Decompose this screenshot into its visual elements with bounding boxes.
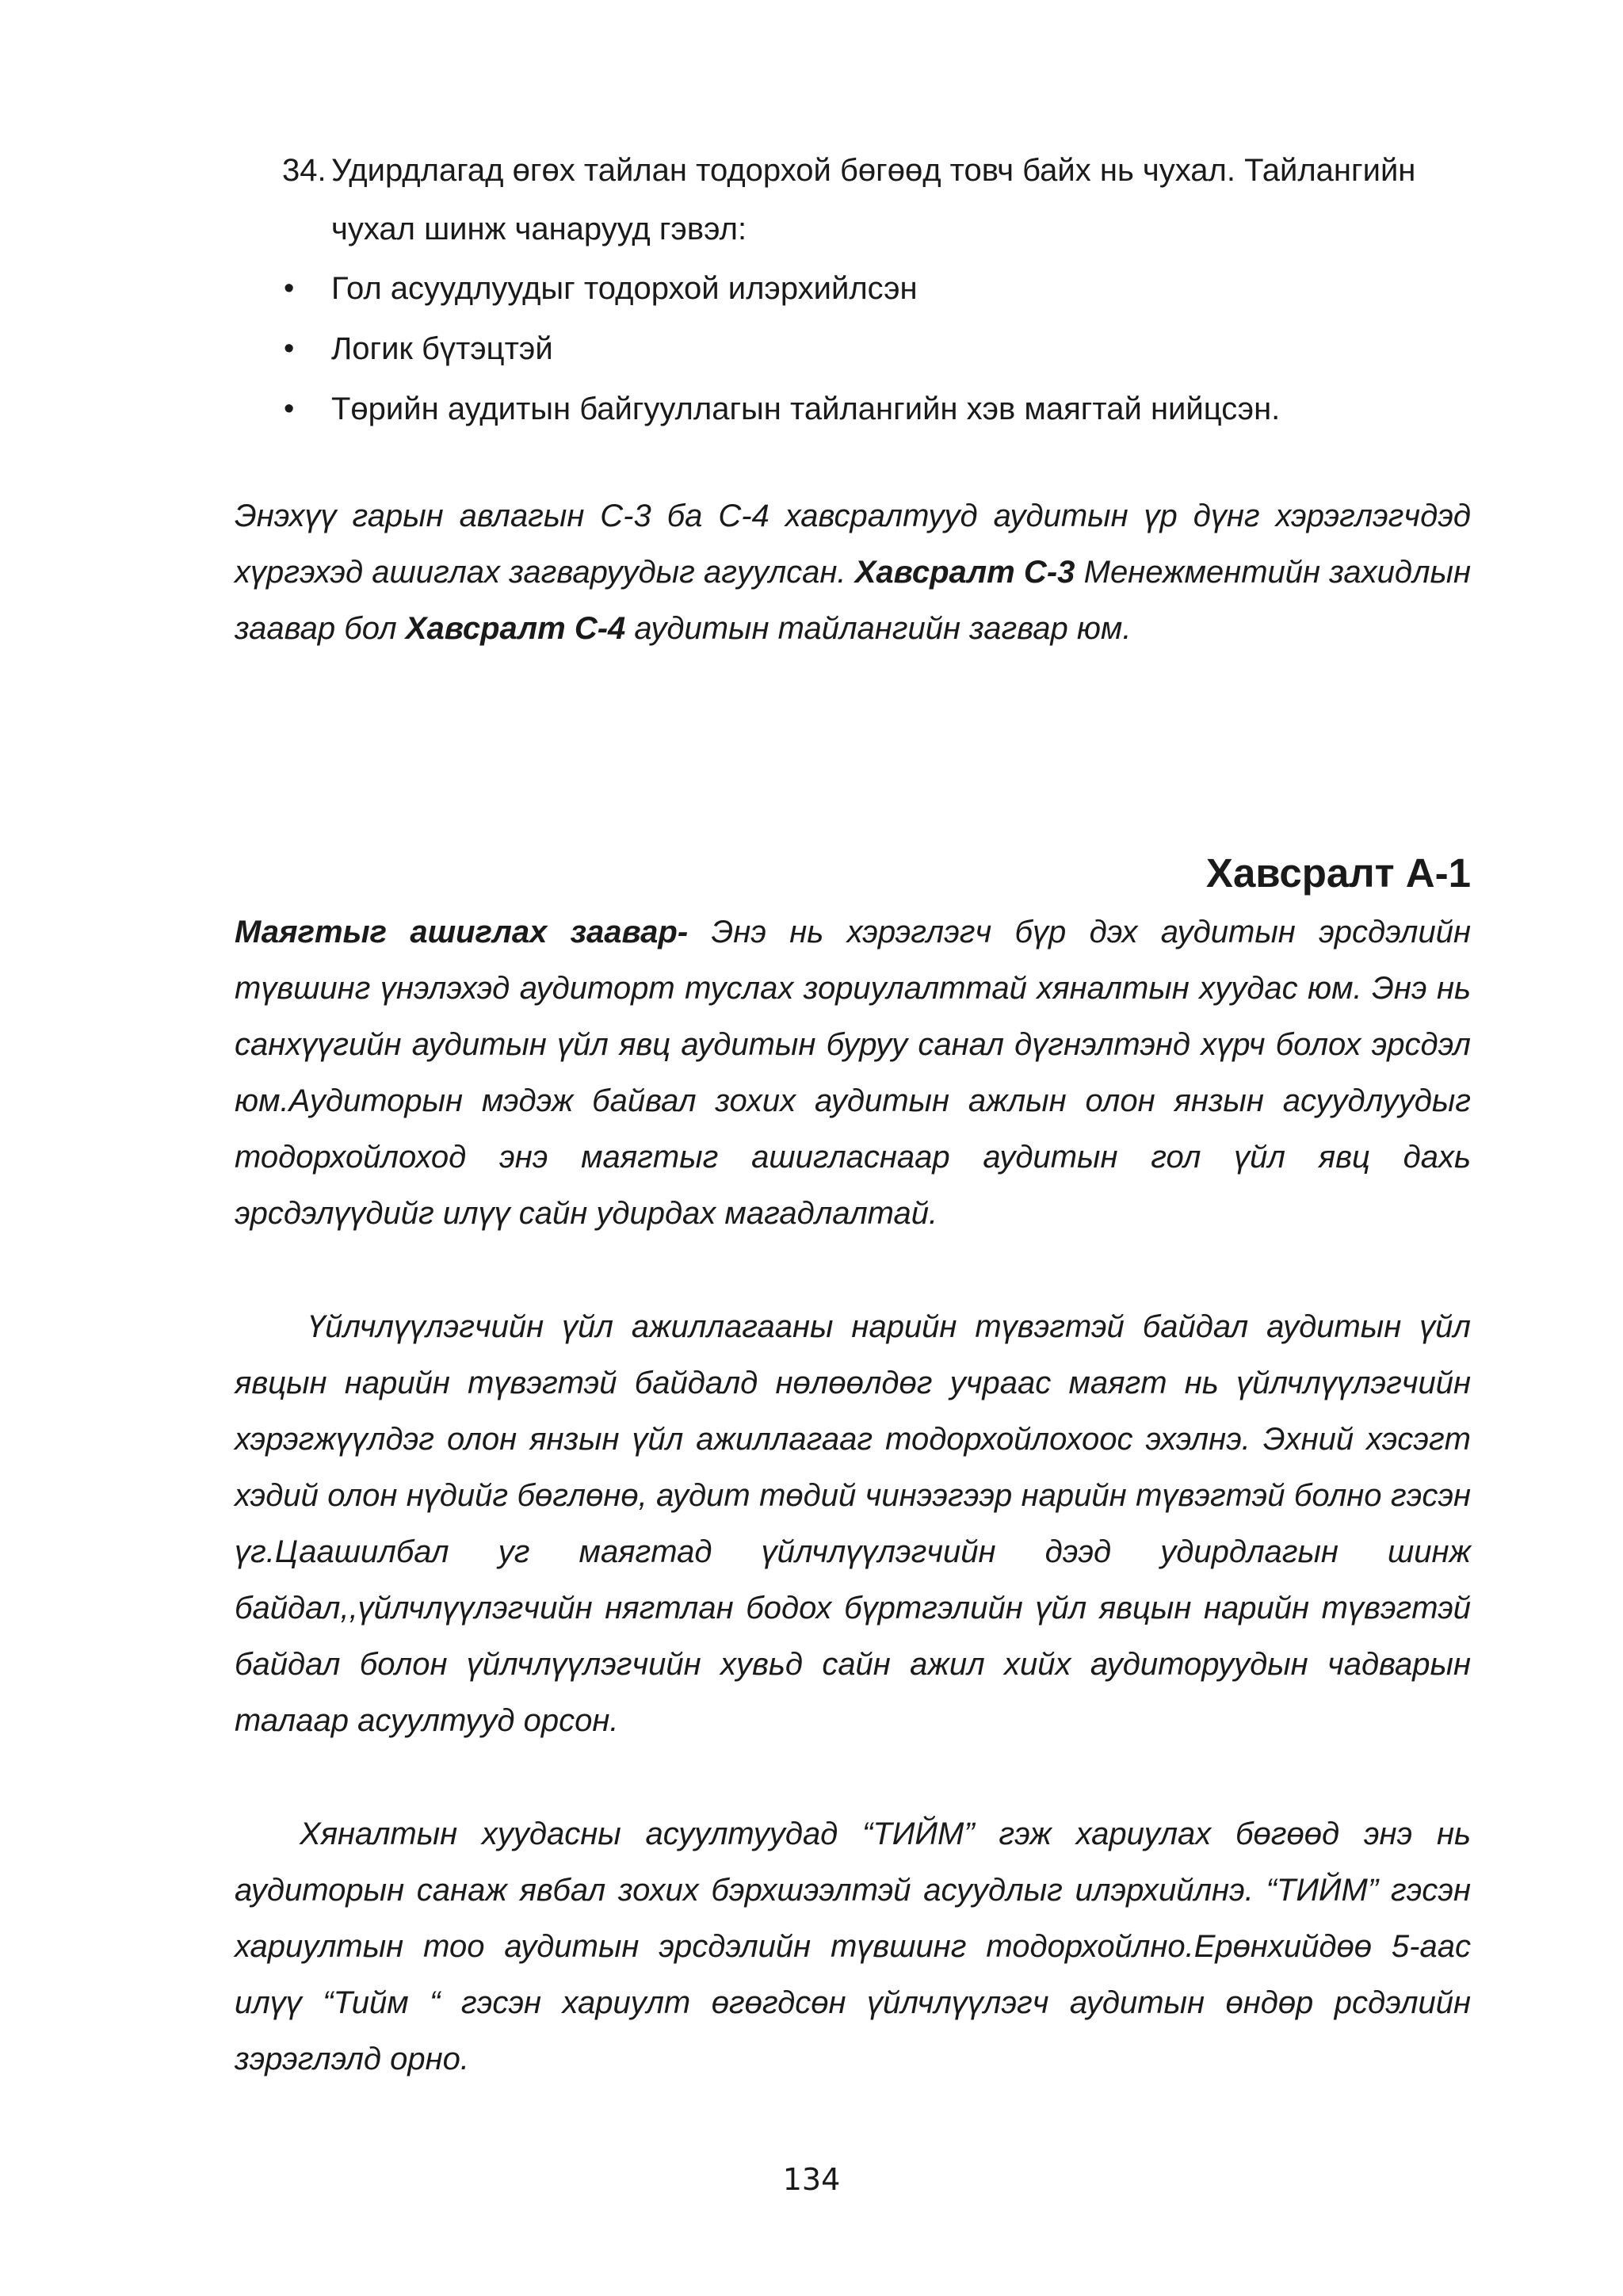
intro-text-part2: Менежментийн захидлын заавар бол — [235, 555, 1471, 646]
page-content — [235, 141, 1471, 2088]
intro-text-part1: Энэхүү гарын авлагын С-3 ба С-4 хавсралтууд аудитын үр дүнг хэрэглэгчдэд хүргэхэд ашиглах загваруудыг агуулсан. — [235, 499, 1471, 590]
list-item-text: Удирдлагад өгөх тайлан тодорхой бөгөөд товч байх нь чухал. Тайлангийн чухал шинж чанарууд гэвэл: — [331, 153, 1416, 246]
instruction-label: Маягтыг ашиглах заавар- — [235, 915, 689, 949]
bullet-item — [284, 379, 1471, 439]
instruction-text: Энэ нь хэрэглэгч бүр дэх аудитын эрсдэлийн түвшинг үнэлэхэд аудиторт туслах зориулалттай хяналтын хуудас юм. Энэ нь санхүүгийн аудитын үйл явц аудитын буруу санал дүгнэлтэнд хүрч болох эрсдэл юм.Аудиторын мэдэж байвал зохих аудитын ажлын олон янзын асуудлуудыг тодорхойлоход энэ маягтыг ашигласнаар аудитын гол үйл явц дахь эрсдэлүүдийг илүү сайн удирдах магадлалтай. — [235, 915, 1471, 1231]
bullet-icon: • — [284, 392, 295, 426]
bullet-item — [284, 258, 1471, 319]
bullet-list — [235, 258, 1471, 439]
intro-paragraph — [235, 488, 1471, 657]
checklist-paragraph: Хяналтын хуудасны асуултуудад “ТИЙМ” гэж хариулах бөгөөд энэ нь аудиторын санаж явбал зохих бэрхшээлтэй асуудлыг илэрхийлнэ. “ТИЙМ” гэсэн хариултын тоо аудитын эрсдэлийн түвшинг тодорхойлно.Ерөнхийдөө 5-аас илүү “Тийм “ гэсэн хариулт өгөгдсөн үйлчлүүлэгч аудитын өндөр рсдэлийн зэрэглэлд орно. — [235, 1817, 1471, 2076]
intro-text-part3: аудитын тайлангийн загвар юм. — [625, 611, 1132, 646]
complexity-paragraph: Үйлчлүүлэгчийн үйл ажиллагааны нарийн түвэгтэй байдал аудитын үйл явцын нарийн түвэгтэй байдалд нөлөөлдөг учраас маягт нь үйлчлүүлэгчийн хэрэгжүүлдэг олон янзын үйл ажиллагааг тодорхойлохоос эхэлнэ. Эхний хэсэгт хэдий олон нүдийг бөглөнө, аудит төдий чинээгээр нарийн түвэгтэй болно гэсэн үг.Цаашилбал уг маягтад үйлчлүүлэгчийн дээд удирдлагын шинж байдал,,үйлчлүүлэгчийн нягтлан бодох бүртгэлийн үйл явцын нарийн түвэгтэй байдал болон үйлчлүүлэгчийн хувьд сайн ажил хийх аудиторуудын чадварын талаар асуултууд орсон. — [235, 1309, 1471, 1738]
bullet-icon: • — [284, 272, 295, 305]
bullet-text: Логик бүтэцтэй — [331, 331, 553, 366]
list-item-number: 34. — [282, 153, 327, 188]
bullet-icon: • — [284, 332, 295, 365]
numbered-list-item — [282, 141, 1471, 258]
page-number: 134 — [782, 2162, 841, 2197]
annex-heading: Хавсралт А-1 — [1205, 850, 1471, 896]
bullet-text: Төрийн аудитын байгууллагын тайлангийн хэв маягтай нийцсэн. — [331, 392, 1281, 426]
bullet-text: Гол асуудлуудыг тодорхой илэрхийлсэн — [331, 271, 918, 306]
instruction-paragraph — [235, 904, 1471, 1242]
bullet-item — [284, 319, 1471, 379]
annex-c3-reference: Хавсралт С-3 — [854, 555, 1075, 590]
annex-c4-reference: Хавсралт С-4 — [405, 611, 626, 646]
